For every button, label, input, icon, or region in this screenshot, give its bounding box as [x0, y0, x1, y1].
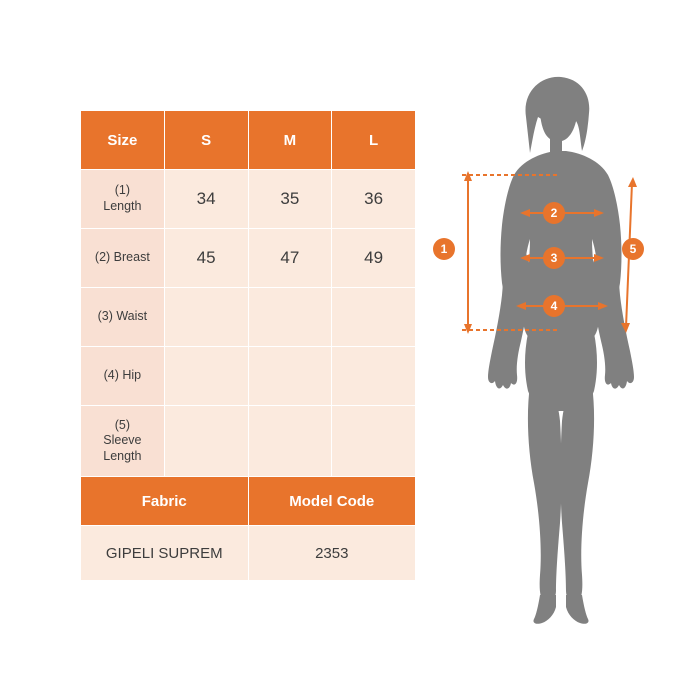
- cell-length-l: 36: [332, 170, 416, 229]
- cell-waist-m: [248, 288, 332, 347]
- row-label-line: Length: [103, 199, 142, 213]
- cell-length-s: 34: [164, 170, 248, 229]
- header-cell-m: M: [248, 111, 332, 170]
- row-label-line: (5): [114, 417, 131, 432]
- cell-hip-s: [164, 347, 248, 406]
- table-header-row: [81, 111, 416, 170]
- footer-value-model-code: 2353: [248, 526, 416, 581]
- row-label-line: Sleeve: [103, 433, 142, 448]
- row-label-hip: (4) Hip: [81, 347, 165, 406]
- badge-4: 4: [543, 295, 565, 317]
- cell-sleeve-m: [248, 406, 332, 477]
- table-row: [81, 288, 416, 347]
- female-body-silhouette-icon: [430, 55, 680, 625]
- cell-waist-s: [164, 288, 248, 347]
- size-table: [80, 110, 416, 581]
- table-row: [81, 347, 416, 406]
- row-label-line: (1): [114, 183, 131, 198]
- footer-header-fabric: Fabric: [81, 477, 249, 526]
- badge-3: 3: [543, 247, 565, 269]
- badge-5: 5: [622, 238, 644, 260]
- row-label-length: [81, 170, 165, 229]
- row-label-breast: (2) Breast: [81, 229, 165, 288]
- cell-sleeve-s: [164, 406, 248, 477]
- arrowhead-up-icon: [628, 177, 637, 187]
- footer-header-model-code: Model Code: [248, 477, 416, 526]
- cell-hip-l: [332, 347, 416, 406]
- badge-2: 2: [543, 202, 565, 224]
- silhouette-shape: [488, 77, 634, 624]
- cell-breast-s: 45: [164, 229, 248, 288]
- cell-breast-l: 49: [332, 229, 416, 288]
- badge-1: 1: [433, 238, 455, 260]
- footer-value-fabric: GIPELI SUPREM: [81, 526, 249, 581]
- footer-value-row: [81, 526, 416, 581]
- body-figure-panel: [430, 55, 680, 625]
- cell-hip-m: [248, 347, 332, 406]
- header-cell-s: S: [164, 111, 248, 170]
- table-row: [81, 406, 416, 477]
- header-cell-l: L: [332, 111, 416, 170]
- header-cell-size: Size: [81, 111, 165, 170]
- footer-header-row: [81, 477, 416, 526]
- table-row: [81, 170, 416, 229]
- row-label-waist: (3) Waist: [81, 288, 165, 347]
- table-row: [81, 229, 416, 288]
- cell-length-m: 35: [248, 170, 332, 229]
- row-label-sleeve-length: [81, 406, 165, 477]
- cell-sleeve-l: [332, 406, 416, 477]
- cell-waist-l: [332, 288, 416, 347]
- row-label-line: Length: [103, 448, 142, 463]
- cell-breast-m: 47: [248, 229, 332, 288]
